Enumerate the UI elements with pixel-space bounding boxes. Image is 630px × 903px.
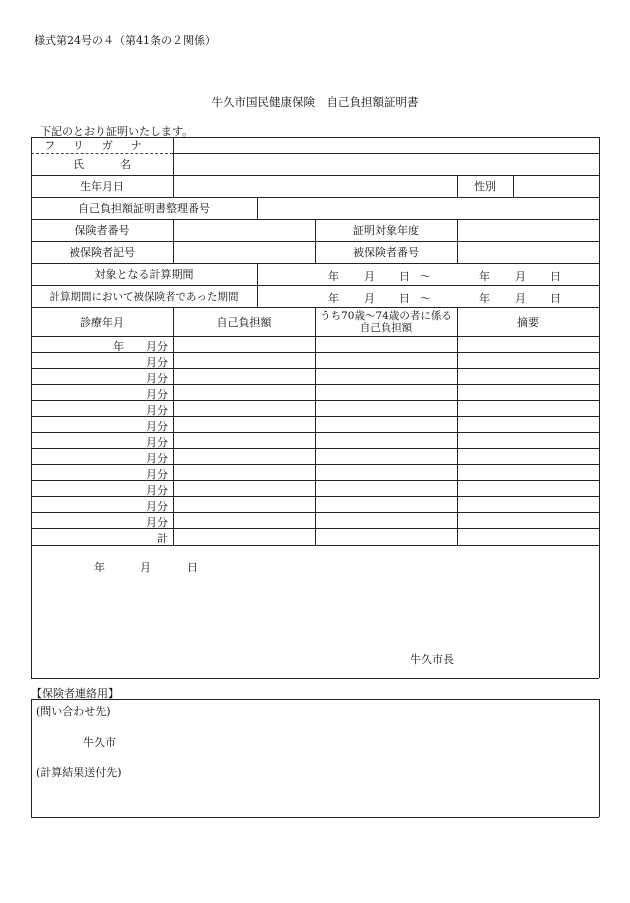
table-row: 月分 (146, 484, 168, 497)
table-row: 月分 (146, 340, 168, 353)
cert-number-field[interactable] (257, 197, 599, 219)
table-row: 月分 (146, 372, 168, 385)
table-row: 月分 (146, 452, 168, 465)
furigana-field[interactable] (173, 137, 599, 153)
label-cert-year: 証明対象年度 (353, 224, 419, 237)
signature-year: 年 (94, 561, 105, 574)
sex-field[interactable] (513, 175, 599, 197)
contact-city: 牛久市 (83, 736, 116, 749)
table-row: 月分 (146, 404, 168, 417)
table-row: 月分 (146, 356, 168, 369)
table-row: 月分 (146, 436, 168, 449)
header-remarks: 摘要 (517, 315, 539, 329)
birthdate-field[interactable] (173, 175, 457, 197)
insured-symbol-field[interactable] (173, 241, 315, 263)
table-row: 月分 (146, 500, 168, 513)
label-cert-number: 自己負担額証明書整理番号 (78, 202, 210, 215)
intro-text: 下記のとおり証明いたします。 (40, 125, 194, 138)
label-sex: 性別 (474, 180, 496, 193)
header-copay-70-74: うち70歳～74歳の者に係る 自己負担額 (320, 309, 452, 334)
form-id: 様式第24号の４（第41条の２関係） (34, 34, 216, 47)
first-row-year: 年 (113, 340, 124, 353)
inquiry-label: (問い合わせ先) (36, 705, 111, 718)
cert-year-field[interactable] (457, 219, 599, 241)
label-birthdate: 生年月日 (80, 180, 124, 193)
label-insured-period: 計算期間において被保険者であった期間 (49, 290, 239, 303)
mayor-title: 牛久市長 (410, 653, 454, 666)
contact-heading: 【保険者連絡用】 (31, 687, 119, 700)
name-field[interactable] (173, 153, 599, 175)
total-row-label: 計 (157, 532, 168, 545)
signature-month: 月 (140, 561, 151, 574)
label-furigana: フリガナ (44, 139, 160, 152)
label-insured-symbol: 被保険者記号 (69, 246, 135, 259)
label-name: 氏名 (73, 158, 167, 171)
document-title: 牛久市国民健康保険 自己負担額証明書 (211, 95, 419, 109)
send-to-label: (計算結果送付先) (36, 766, 122, 779)
label-insured-number: 被保険者番号 (353, 246, 419, 259)
table-row: 月分 (146, 388, 168, 401)
header-month: 診療年月 (80, 315, 124, 329)
table-row: 月分 (146, 420, 168, 433)
label-insurer-number: 保険者番号 (74, 224, 130, 237)
table-row: 月分 (146, 468, 168, 481)
header-copay: 自己負担額 (216, 315, 272, 329)
insured-number-field[interactable] (457, 241, 599, 263)
signature-day: 日 (187, 561, 198, 574)
table-row: 月分 (146, 516, 168, 529)
insurer-number-field[interactable] (173, 219, 315, 241)
label-calc-period: 対象となる計算期間 (94, 268, 194, 281)
